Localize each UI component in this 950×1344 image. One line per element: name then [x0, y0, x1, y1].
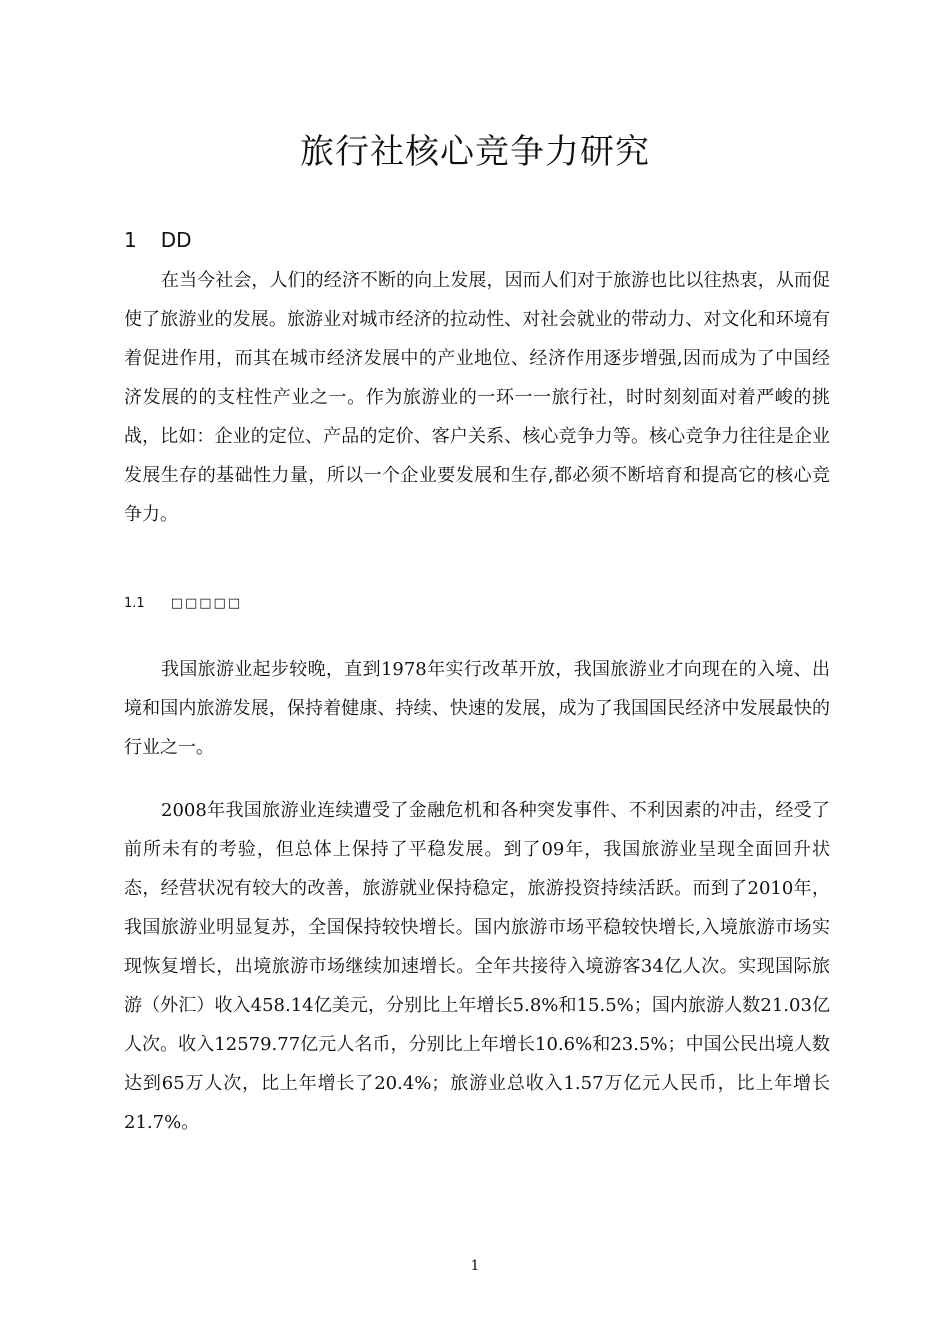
document-title: 旅行社核心竞争力研究	[300, 132, 650, 172]
paragraph-2: 我国旅游业起步较晚，直到1978年实行改革开放，我国旅游业才向现在的入境、出境和国内旅游发展，保持着健康、持续、快速的发展，成为了我国国民经济中发展最快的行业之一。	[124, 659, 830, 758]
section-heading-1-1	[124, 596, 242, 611]
section-number: 1	[124, 228, 137, 252]
paragraph-3: 2008年我国旅游业连续遭受了金融危机和各种突发事件、不利因素的冲击，经受了前所未有的考验，但总体上保持了平稳发展。到了09年，我国旅游业呈现全面回升状态，经营状况有较大的改善，旅游就业保持稳定，旅游投资持续活跃。而到了2010年，我国旅游业明显复苏，全国保持较快增长。国内旅游市场平稳较快增长,入境旅游市场实现恢复增长，出境旅游市场继续加速增长。全年共接待入境游客34亿人次。实现国际旅游（外汇）收入458.14亿美元，分别比上年增长5.8%和15.5%；国内旅游人数21.03亿人次。收入12579.77亿元人名币，分别比上年增长10.6%和23.5%；中国公民出境人数达到65万人次，比上年增长了20.4%；旅游业总收入1.57万亿元人民币，比上年增长21.7%。	[124, 800, 830, 1133]
section-title: DD	[160, 228, 192, 252]
subsection-title: □□□□□	[170, 596, 243, 611]
page-number: 1	[470, 1258, 480, 1274]
subsection-number: 1.1	[124, 596, 145, 611]
section-heading-1	[124, 228, 192, 252]
paragraph-1: 在当今社会，人们的经济不断的向上发展，因而人们对于旅游也比以往热衷，从而促使了旅游业的发展。旅游业对城市经济的拉动性、对社会就业的带动力、对文化和环境有着促进作用，而其在城市经济发展中的产业地位、经济作用逐步增强,因而成为了中国经济发展的的支柱性产业之一。作为旅游业的一环一一旅行社，时时刻刻面对着严峻的挑战，比如：企业的定位、产品的定价、客户关系、核心竞争力等。核心竞争力往往是企业发展生存的基础性力量，所以一个企业要发展和生存,都必须不断培育和提高它的核心竞争力。	[124, 270, 830, 525]
